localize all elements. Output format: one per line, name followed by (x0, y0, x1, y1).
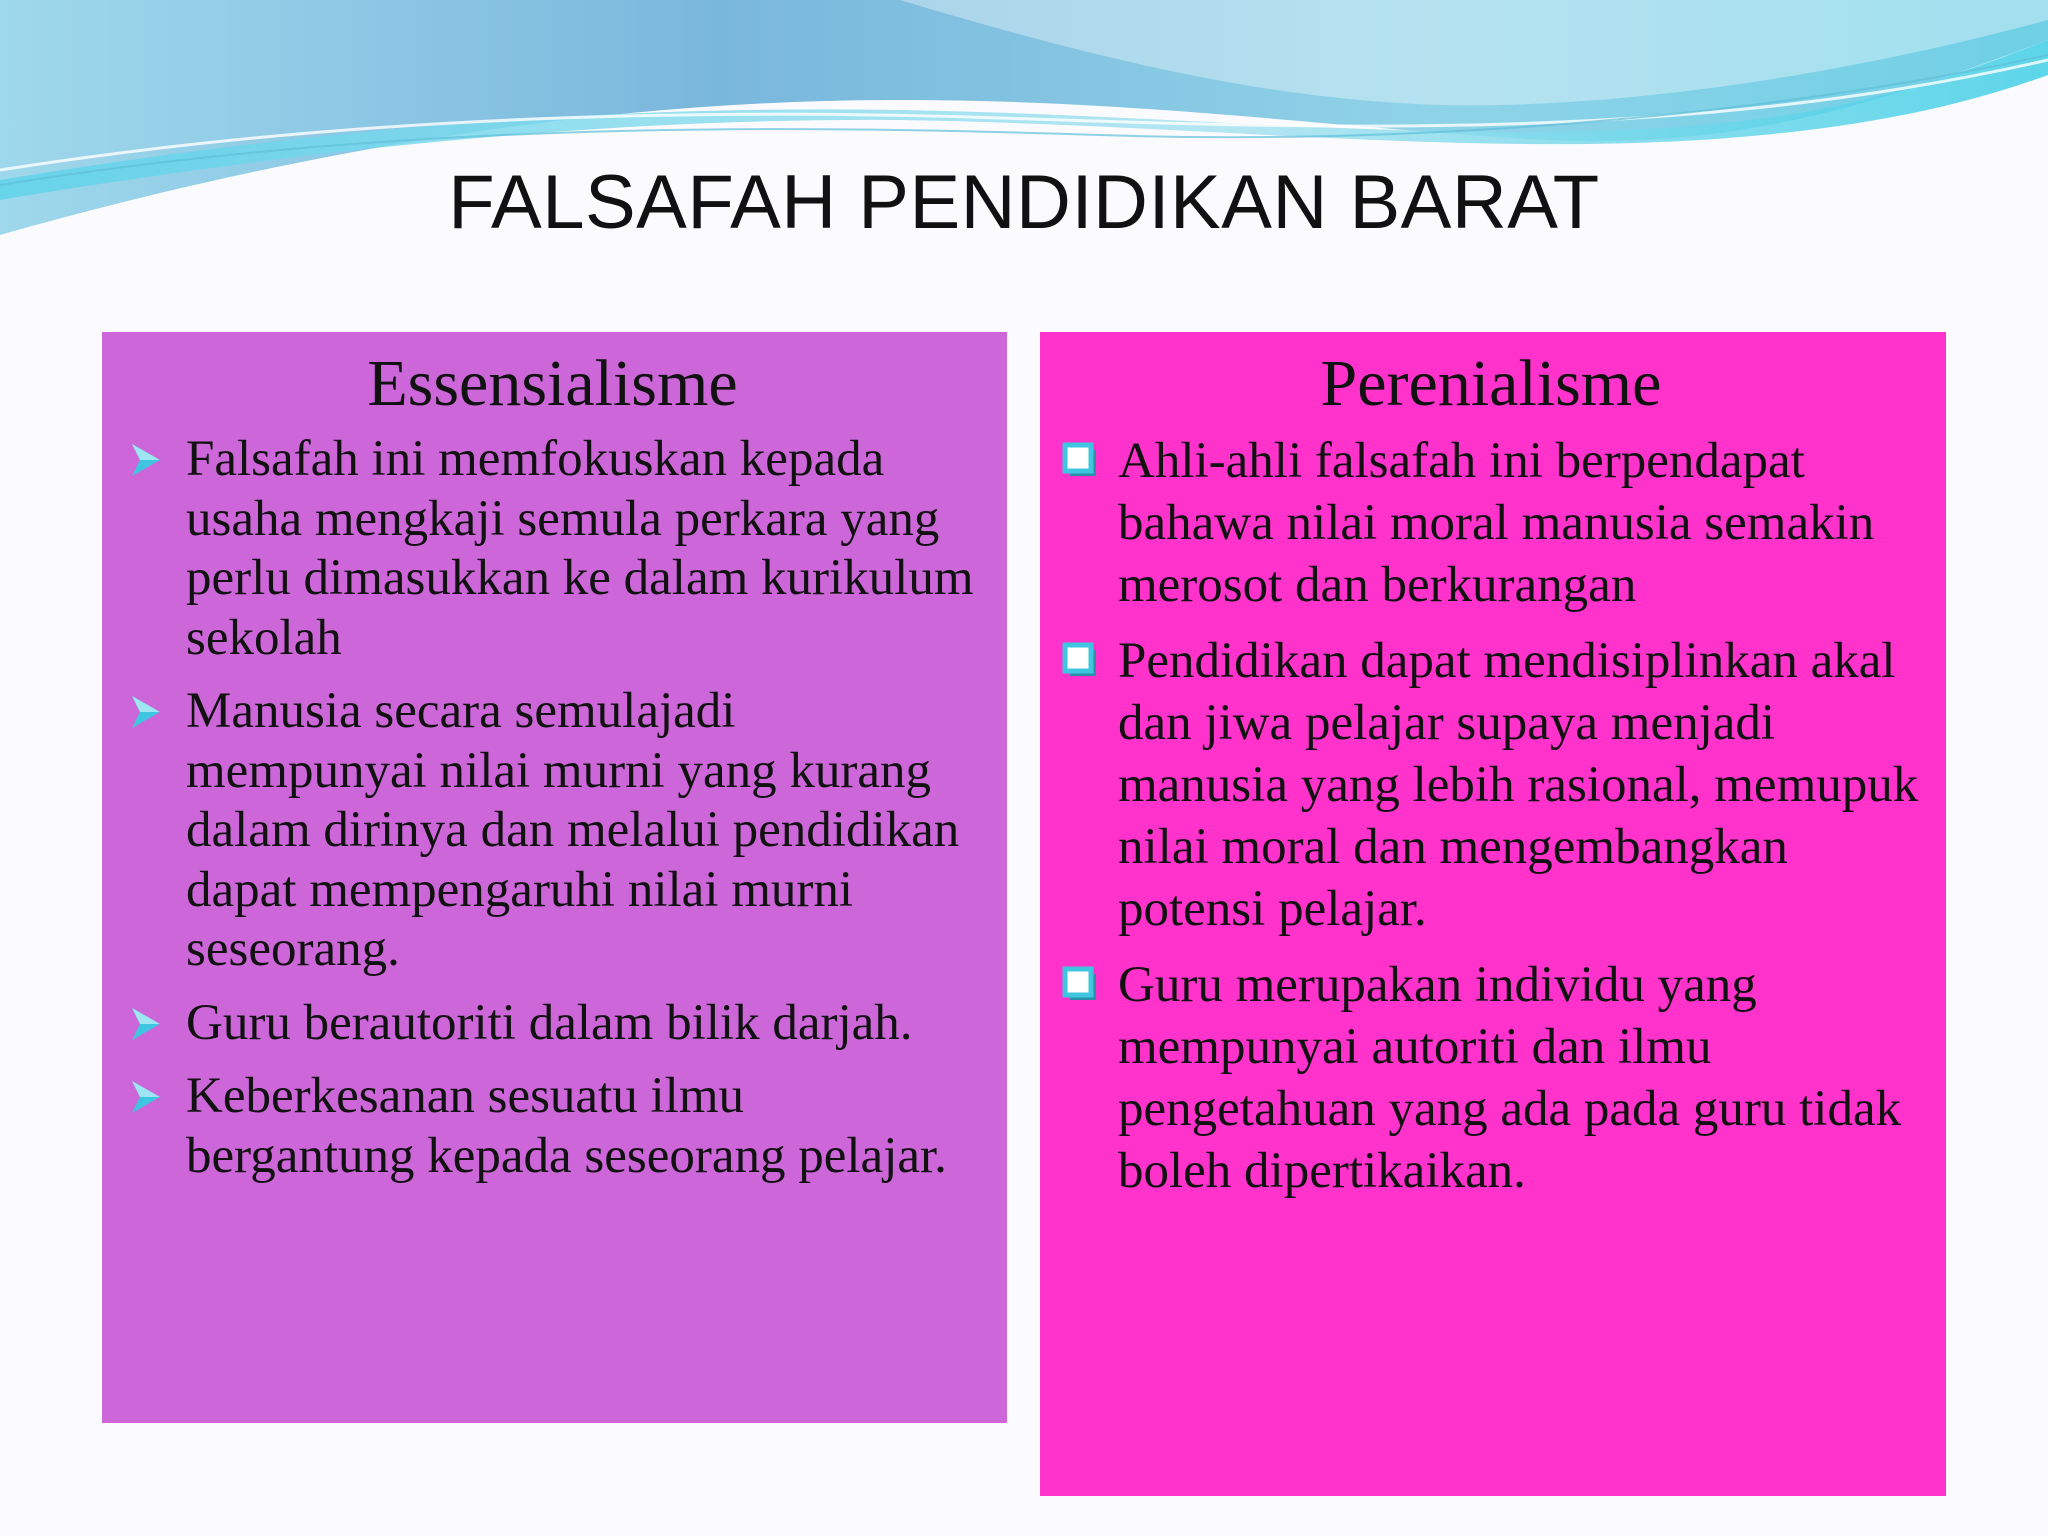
arrow-bullet-icon (126, 1075, 166, 1119)
list-item (1060, 954, 1922, 1202)
list-item (1060, 630, 1922, 940)
list-item (126, 682, 979, 980)
list-item-text: Pendidikan dapat mendisiplinkan akal dan jiwa pelajar supaya menjadi manusia yang lebih rasional, memupuk nilai moral dan mengembangkan potensi pelajar. (1118, 633, 1919, 937)
perenialisme-list (1060, 430, 1922, 1202)
essensialisme-panel (102, 332, 1007, 1423)
list-item-text: Guru berautoriti dalam bilik darjah. (186, 994, 913, 1051)
list-item-text: Guru merupakan individu yang mempunyai autoriti dan ilmu pengetahuan yang ada pada guru tidak boleh dipertikaikan. (1118, 957, 1902, 1199)
square-bullet-icon (1060, 438, 1100, 482)
perenialisme-panel (1040, 332, 1946, 1496)
square-bullet-icon (1060, 962, 1100, 1006)
list-item-text: Falsafah ini memfokuskan kepada usaha mengkaji semula perkara yang perlu dimasukkan ke dalam kurikulum sekolah (186, 431, 974, 666)
list-item-text: Ahli-ahli falsafah ini berpendapat bahawa nilai moral manusia semakin merosot dan berkurangan (1118, 433, 1875, 613)
essensialisme-list (126, 430, 979, 1186)
list-item (126, 430, 979, 668)
slide-title: FALSAFAH PENDIDIKAN BARAT (448, 160, 1600, 245)
square-bullet-icon (1060, 638, 1100, 682)
arrow-bullet-icon (126, 438, 166, 482)
list-item-text: Keberkesanan sesuatu ilmu bergantung kepada seseorang pelajar. (186, 1068, 947, 1184)
list-item (126, 994, 979, 1054)
essensialisme-heading: Essensialisme (367, 347, 738, 420)
list-item (1060, 430, 1922, 616)
arrow-bullet-icon (126, 1002, 166, 1046)
list-item-text: Manusia secara semulajadi mempunyai nilai murni yang kurang dalam dirinya dan melalui pendidikan dapat mempengaruhi nilai murni seseorang. (186, 683, 960, 977)
list-item (126, 1067, 979, 1186)
perenialisme-heading: Perenialisme (1320, 347, 1662, 420)
arrow-bullet-icon (126, 690, 166, 734)
